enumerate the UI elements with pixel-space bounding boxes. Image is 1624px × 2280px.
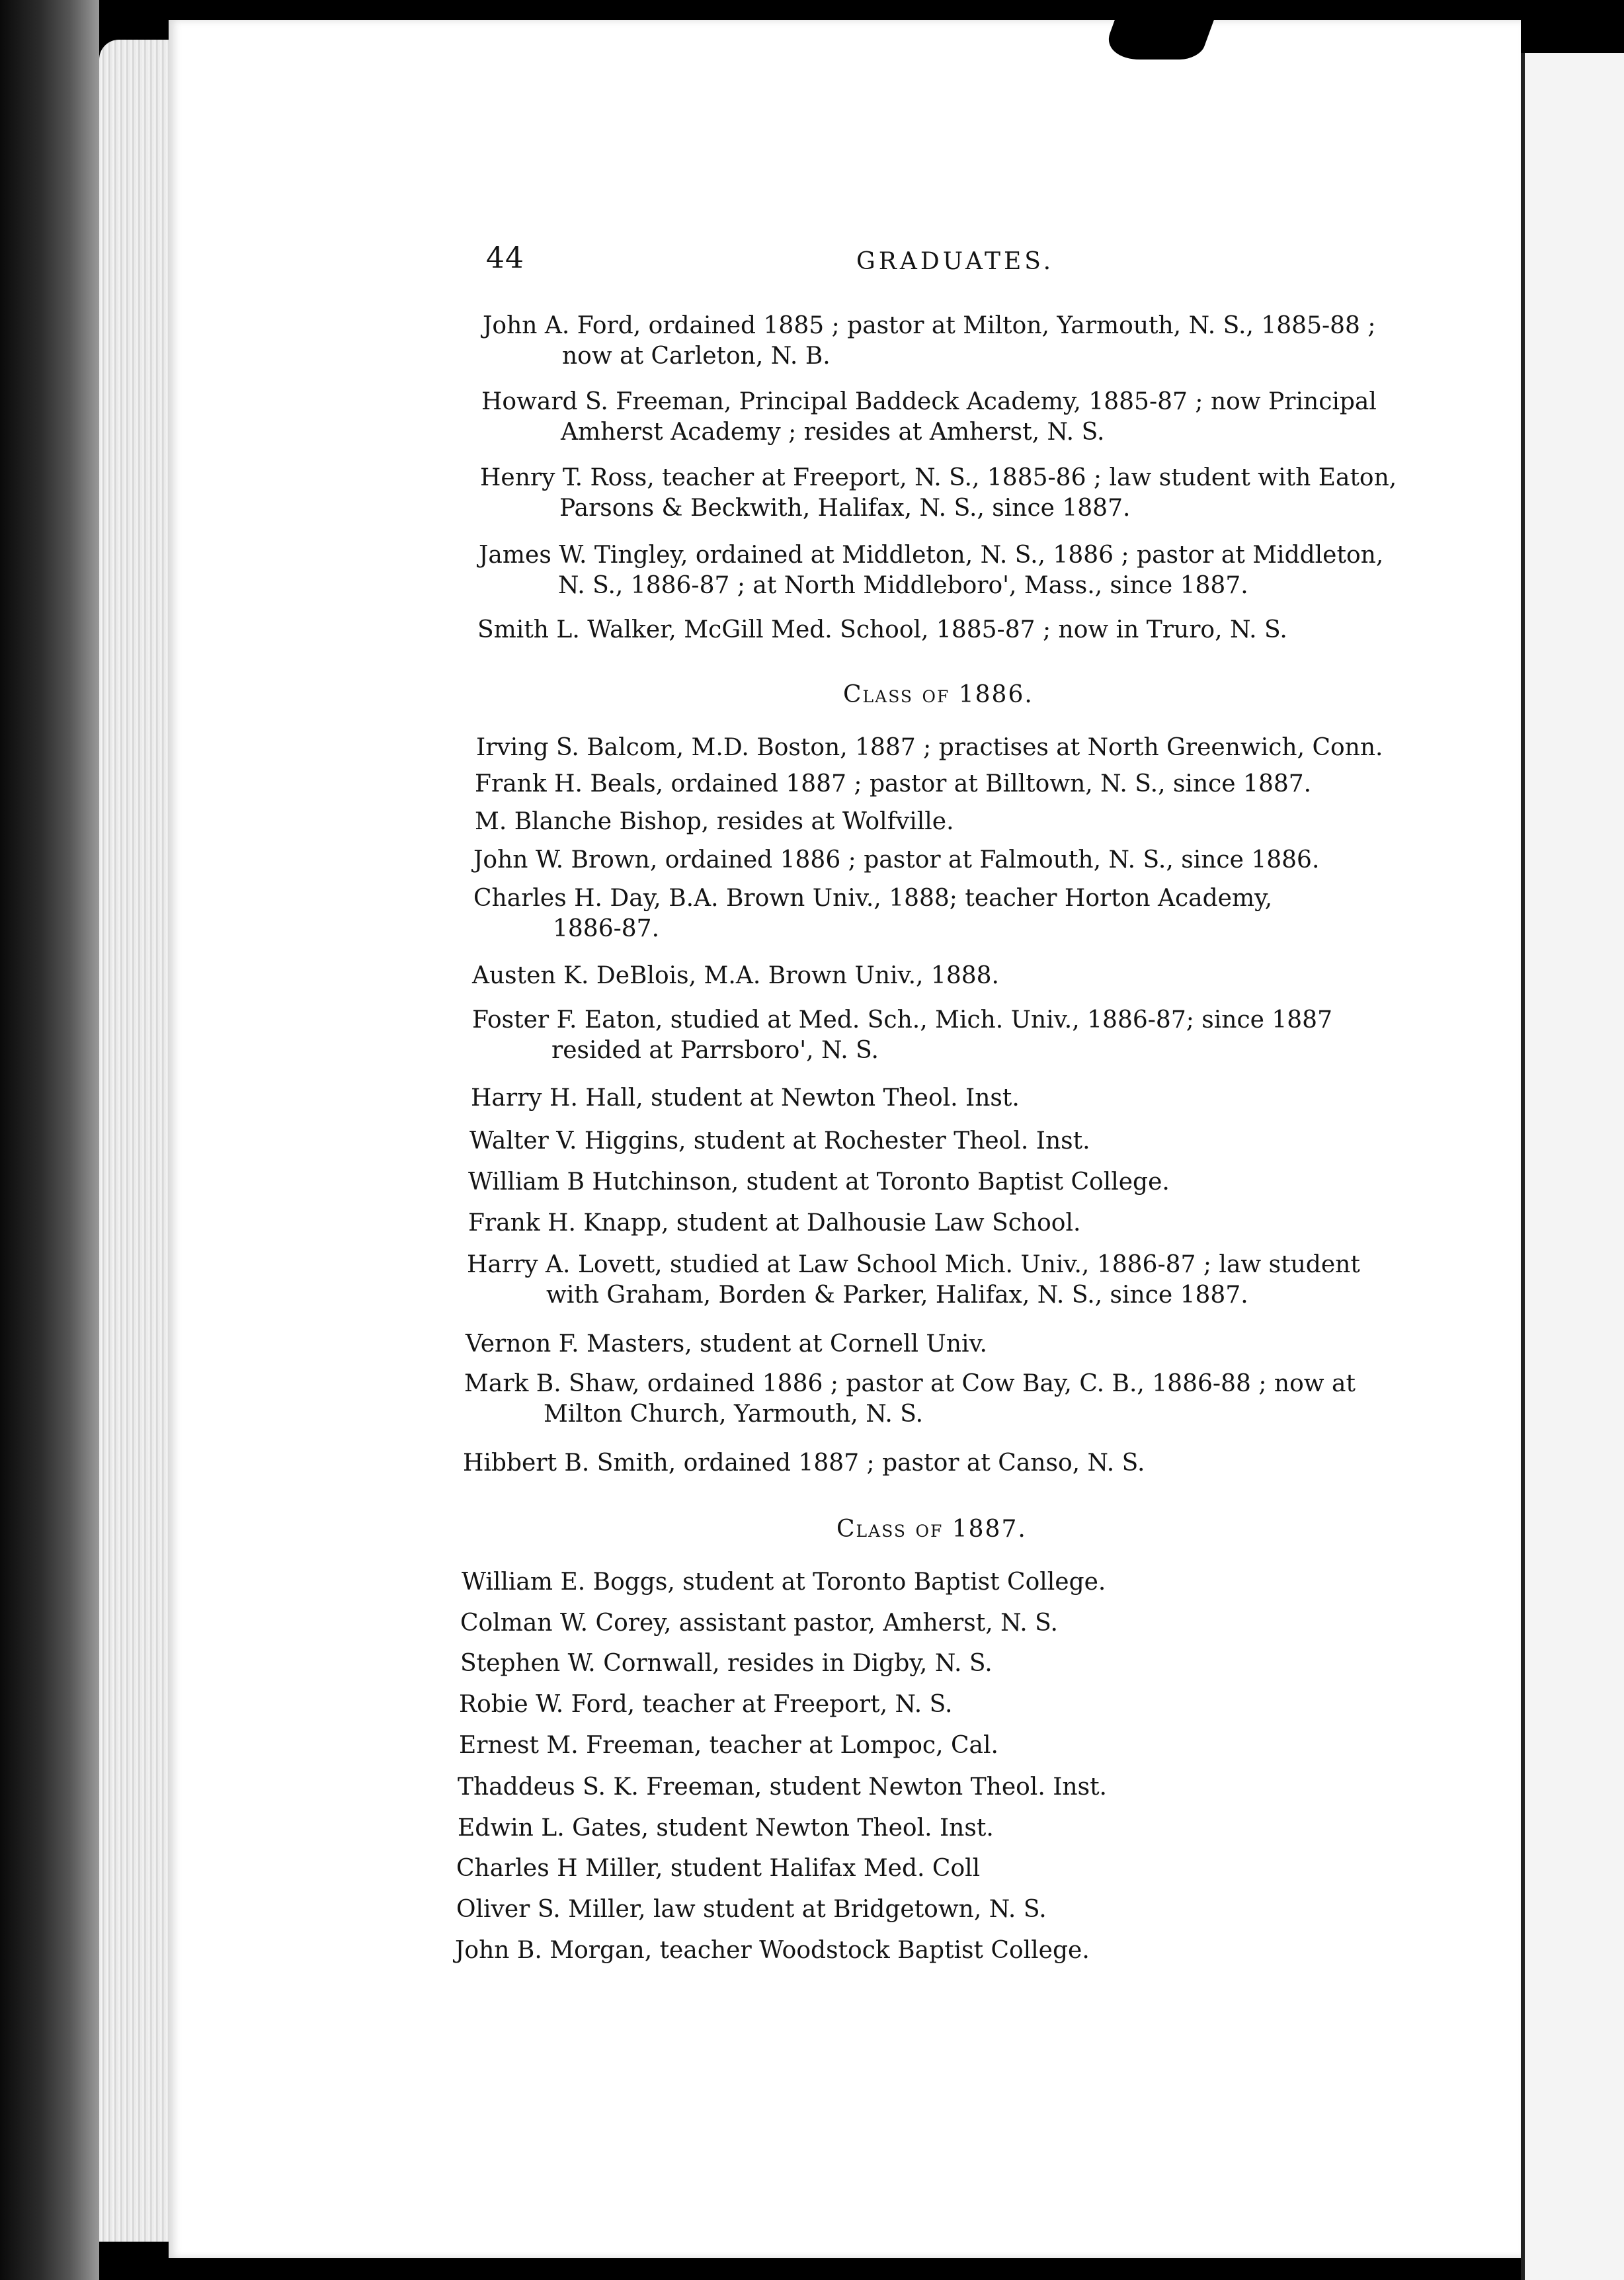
entry: [456, 1894, 1047, 1925]
entry-line: Henry T. Ross, teacher at Freeport, N. S., 1885-86 ; law student with Eaton,: [480, 464, 1397, 491]
entry: [456, 1853, 980, 1884]
entry-line: Mark B. Shaw, ordained 1886 ; pastor at Cow Bay, C. B., 1886-88 ; now at: [464, 1370, 1356, 1397]
entry-line: Vernon F. Masters, student at Cornell Univ.: [466, 1330, 987, 1358]
page-stack-edge: [99, 40, 179, 2242]
facing-page-edge: [1521, 53, 1624, 2280]
class-heading-1886: Class of 1886.: [843, 681, 1034, 708]
entry-line: Charles H. Day, B.A. Brown Univ., 1888; teacher Horton Academy,: [473, 885, 1273, 912]
entry-line: James W. Tingley, ordained at Middleton, N. S., 1886 ; pastor at Middleton,: [479, 542, 1384, 569]
entry-line: Frank H. Beals, ordained 1887 ; pastor at Billtown, N. S., since 1887.: [475, 770, 1312, 797]
entry: [455, 1935, 1090, 1966]
entry: [475, 769, 1311, 799]
entry-line: Ernest M. Freeman, teacher at Lompoc, Cal.: [459, 1732, 998, 1759]
entry: [471, 1083, 1020, 1114]
entry: [466, 1329, 987, 1360]
entry: [479, 540, 1383, 601]
entry-line: Smith L. Walker, McGill Med. School, 1885-87 ; now in Truro, N. S.: [477, 616, 1287, 643]
entry-line: John W. Brown, ordained 1886 ; pastor at Falmouth, N. S., since 1886.: [473, 846, 1320, 874]
entry-continuation: now at Carleton, N. B.: [562, 343, 831, 370]
entry: [475, 807, 954, 837]
entry-line: Thaddeus S. K. Freeman, student Newton Theol. Inst.: [458, 1773, 1108, 1801]
entry: [472, 961, 999, 991]
entry-line: John B. Morgan, teacher Woodstock Baptist College.: [455, 1937, 1090, 1964]
entry: [477, 615, 1287, 645]
entry-continuation: Amherst Academy ; resides at Amherst, N. S.: [561, 419, 1105, 446]
page-tear: [1100, 20, 1214, 60]
entry-continuation: Milton Church, Yarmouth, N. S.: [544, 1401, 924, 1428]
entry-line: M. Blanche Bishop, resides at Wolfville.: [475, 808, 954, 835]
entry: [472, 1005, 1332, 1066]
page-number: 44: [486, 241, 524, 275]
entry: [458, 1813, 994, 1844]
entry-continuation: with Graham, Borden & Parker, Halifax, N. S., since 1887.: [546, 1282, 1248, 1309]
entry-line: Austen K. DeBlois, M.A. Brown Univ., 1888.: [472, 962, 999, 989]
entry-line: Edwin L. Gates, student Newton Theol. Inst.: [458, 1814, 994, 1842]
entry-line: Stephen W. Cornwall, resides in Digby, N. S.: [460, 1650, 993, 1677]
entry-line: John A. Ford, ordained 1885 ; pastor at Milton, Yarmouth, N. S., 1885-88 ;: [483, 312, 1376, 339]
entry-continuation: N. S., 1886-87 ; at North Middleboro', Mass., since 1887.: [558, 572, 1248, 599]
entry-line: Colman W. Corey, assistant pastor, Amherst, N. S.: [460, 1609, 1058, 1637]
entry: [473, 883, 1272, 944]
entry-continuation: 1886-87.: [553, 915, 660, 942]
entry-line: Hibbert B. Smith, ordained 1887 ; pastor at Canso, N. S.: [463, 1449, 1145, 1477]
entry-line: Robie W. Ford, teacher at Freeport, N. S.: [459, 1691, 953, 1718]
entry-line: Harry A. Lovett, studied at Law School Mich. Univ., 1886-87 ; law student: [467, 1251, 1360, 1278]
entry: [483, 311, 1376, 372]
entry-line: Frank H. Knapp, student at Dalhousie Law School.: [468, 1209, 1081, 1237]
entry: [468, 1208, 1080, 1239]
entry: [459, 1690, 952, 1720]
entry: [460, 1608, 1058, 1639]
entry-line: Harry H. Hall, student at Newton Theol. Inst.: [471, 1084, 1020, 1112]
entry: [463, 1448, 1145, 1479]
entry: [458, 1772, 1107, 1803]
entry: [464, 1369, 1356, 1430]
entry: [462, 1567, 1106, 1598]
running-head: GRADUATES.: [856, 248, 1055, 275]
entry: [469, 1126, 1090, 1157]
entry-line: Foster F. Eaton, studied at Med. Sch., Mich. Univ., 1886-87; since 1887: [472, 1006, 1332, 1034]
entry: [468, 1167, 1170, 1198]
entry: [460, 1649, 993, 1679]
entry-line: Irving S. Balcom, M.D. Boston, 1887 ; practises at North Greenwich, Conn.: [476, 734, 1383, 761]
entry: [476, 733, 1383, 763]
entry: [480, 463, 1397, 524]
entry-line: Oliver S. Miller, law student at Bridgetown, N. S.: [456, 1896, 1047, 1923]
entry: [459, 1730, 998, 1761]
book-page: [169, 20, 1521, 2258]
entry-line: William E. Boggs, student at Toronto Baptist College.: [462, 1568, 1106, 1596]
entry-line: William B Hutchinson, student at Toronto Baptist College.: [468, 1168, 1170, 1196]
entry: [481, 387, 1377, 448]
entry-line: Howard S. Freeman, Principal Baddeck Academy, 1885-87 ; now Principal: [481, 388, 1377, 415]
entry-continuation: Parsons & Beckwith, Halifax, N. S., since 1887.: [559, 495, 1131, 522]
entry-line: Walter V. Higgins, student at Rochester Theol. Inst.: [469, 1127, 1090, 1155]
scan-border-left: [0, 0, 99, 2280]
entry: [473, 845, 1319, 875]
class-heading-1887: Class of 1887.: [836, 1516, 1027, 1543]
entry-line: Charles H Miller, student Halifax Med. Coll: [456, 1855, 981, 1882]
entry-continuation: resided at Parrsboro', N. S.: [551, 1037, 879, 1064]
entry: [467, 1250, 1360, 1311]
